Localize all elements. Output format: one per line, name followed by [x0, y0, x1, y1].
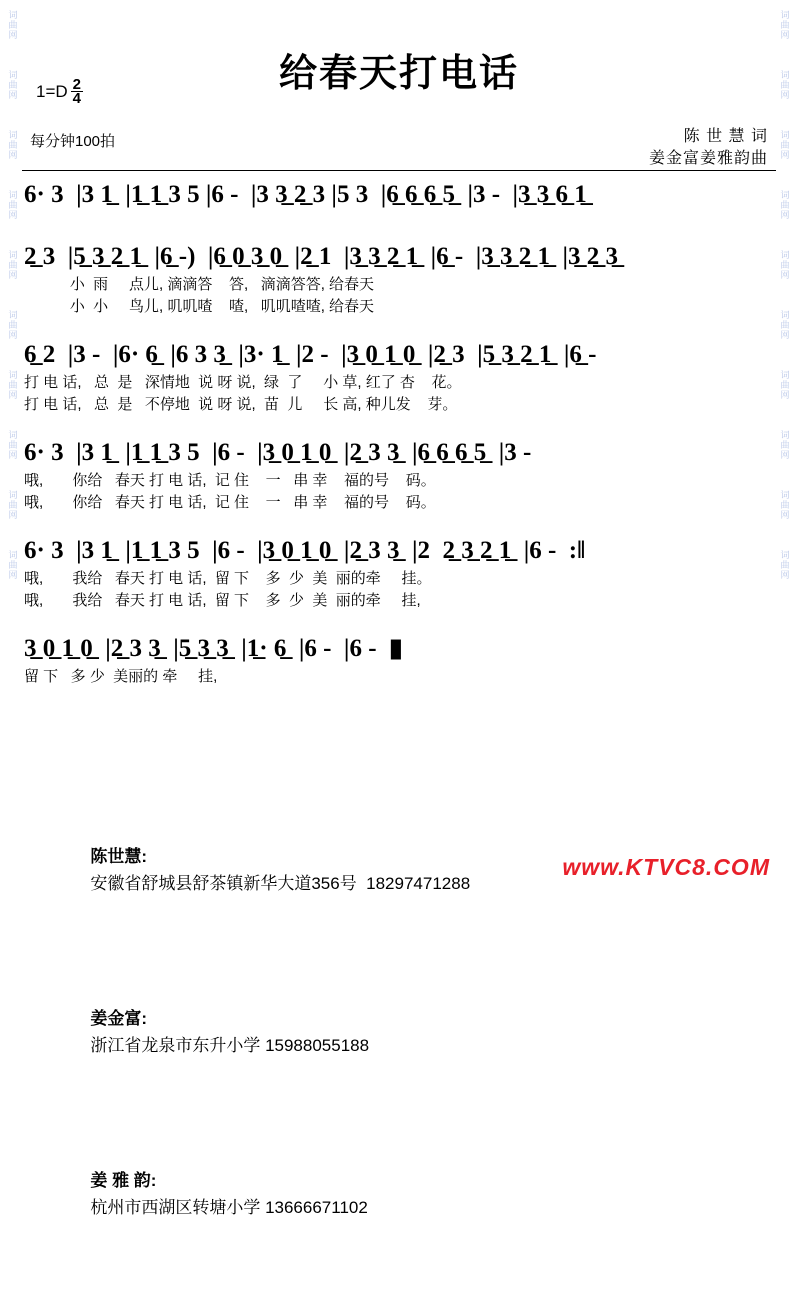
credits — [649, 126, 768, 170]
site-watermark-url: www.KTVC8.COM — [562, 854, 770, 880]
notation-line: 2̲ 3 |5̲ 3̲ 2̲ 1̲ |6̲ -) |6̲ 0̲ 3̲ 0̲ |2̲ 1 |3̲ 3̲ 2̲ 1̲ |6̲ - |3̲ 3̲ 2̲ 1̲ |3̲ 2̲ 3̲ — [24, 243, 619, 270]
watermark: 词 曲 网 — [8, 310, 18, 340]
contact-row — [62, 978, 470, 1086]
watermark: 词 曲 网 — [780, 10, 790, 40]
watermark: 词 曲 网 — [780, 70, 790, 100]
music-system-2 — [24, 240, 776, 318]
lyric-line-verse1: 小 雨 点儿, 滴滴答 答, 滴滴答答, 给春天 — [24, 276, 375, 293]
contact-name: 陈世慧: — [90, 847, 148, 866]
music-system-5 — [24, 534, 776, 612]
time-signature — [71, 78, 83, 105]
tempo-marking: 每分钟100拍 — [30, 133, 116, 150]
notation-line: 3̲ 0̲ 1̲ 0̲ |2̲ 3 3̲ |5̲ 3̲ 3̲ |1̲· 6̲ |6 - |6 - ▮ — [24, 635, 403, 662]
contact-name: 姜金富: — [90, 1009, 148, 1028]
music-system-6 — [24, 632, 776, 688]
watermark: 词 曲 网 — [8, 70, 18, 100]
notation-line: 6· 3 |3 1̲ |1̲ 1̲ 3 5 |6 - |3 3̲ 2̲ 3 |5 3 |6̲ 6̲ 6̲ 5̲ |3 - |3̲ 3̲ 6̲ 1̲ — [24, 181, 587, 208]
composer-credit: 姜金富姜雅韵曲 — [648, 150, 768, 167]
watermark: 词 曲 网 — [780, 430, 790, 460]
watermark: 词 曲 网 — [780, 370, 790, 400]
watermark: 词 曲 网 — [8, 490, 18, 520]
music-system-3 — [24, 338, 776, 416]
contact-name: 姜 雅 韵: — [90, 1171, 157, 1190]
time-signature-unit: 4 — [72, 90, 82, 107]
contact-row — [62, 816, 470, 924]
contact-detail: 浙江省龙泉市东升小学 15988055188 — [90, 1036, 370, 1055]
lyric-line-verse1: 哦, 我给 春天 打 电 话, 留 下 多 少 美 丽的牵 挂。 — [24, 570, 432, 587]
key-label: 1=D — [36, 81, 68, 101]
lyric-line-verse1: 哦, 你给 春天 打 电 话, 记 住 一 串 幸 福的号 码。 — [24, 472, 436, 489]
time-signature-beats: 2 — [72, 76, 82, 93]
lyric-line-verse2: 哦, 你给 春天 打 电 话, 记 住 一 串 幸 福的号 码。 — [24, 494, 436, 511]
contact-detail: 安徽省舒城县舒茶镇新华大道356号 18297471288 — [90, 874, 471, 893]
contact-row — [62, 1140, 470, 1248]
watermark-column-right — [774, 0, 796, 903]
lyric-line-verse1: 打 电 话, 总 是 深情地 说 呀 说, 绿 了 小 草, 红了 杏 花。 — [24, 374, 462, 391]
music-system-4 — [24, 436, 776, 514]
notation-line: 6· 3 |3 1̲ |1̲ 1̲ 3 5 |6 - |3̲ 0̲ 1̲ 0̲ |2̲ 3 3̲ |6̲ 6̲ 6̲ 5̲ |3 - — [24, 439, 532, 466]
lyric-line-verse2: 打 电 话, 总 是 不停地 说 呀 说, 苗 儿 长 高, 种儿发 芽。 — [24, 396, 458, 413]
watermark: 词 曲 网 — [780, 190, 790, 220]
page-title: 给春天打电话 — [278, 53, 519, 95]
lyric-line-verse1: 留 下 多 少 美丽的 牵 挂, — [24, 668, 218, 685]
notation-line: 6̲ 2 |3 - |6· 6̲ |6 3 3̲ |3· 1̲ |2 - |3̲ 0̲ 1̲ 0̲ |2̲ 3 |5̲ 3̲ 2̲ 1̲ |6̲ - — [24, 341, 597, 368]
contact-footer — [62, 762, 470, 1302]
music-system-1 — [24, 178, 776, 212]
watermark: 词 曲 网 — [8, 250, 18, 280]
watermark: 词 曲 网 — [780, 310, 790, 340]
watermark: 词 曲 网 — [8, 550, 18, 580]
watermark: 词 曲 网 — [780, 250, 790, 280]
lyric-line-verse2: 哦, 我给 春天 打 电 话, 留 下 多 少 美 丽的牵 挂, — [24, 592, 421, 609]
watermark: 词 曲 网 — [8, 190, 18, 220]
watermark: 词 曲 网 — [8, 10, 18, 40]
contact-detail: 杭州市西湖区转塘小学 13666671102 — [90, 1198, 368, 1217]
watermark: 词 曲 网 — [780, 490, 790, 520]
watermark: 词 曲 网 — [780, 550, 790, 580]
watermark: 词 曲 网 — [780, 130, 790, 160]
lyricist-credit: 陈 世 慧 词 — [683, 128, 768, 145]
key-signature — [36, 78, 83, 105]
watermark: 词 曲 网 — [8, 370, 18, 400]
header-divider — [22, 170, 776, 171]
watermark-column-left — [2, 0, 24, 903]
lyric-line-verse2: 小 小 鸟儿, 叽叽喳 喳, 叽叽喳喳, 给春天 — [24, 298, 375, 315]
watermark: 词 曲 网 — [8, 130, 18, 160]
watermark: 词 曲 网 — [8, 430, 18, 460]
notation-line: 6· 3 |3 1̲ |1̲ 1̲ 3 5 |6 - |3̲ 0̲ 1̲ 0̲ |2̲ 3 3̲ |2 2̲ 3̲ 2̲ 1̲ |6 - :‖ — [24, 537, 586, 564]
